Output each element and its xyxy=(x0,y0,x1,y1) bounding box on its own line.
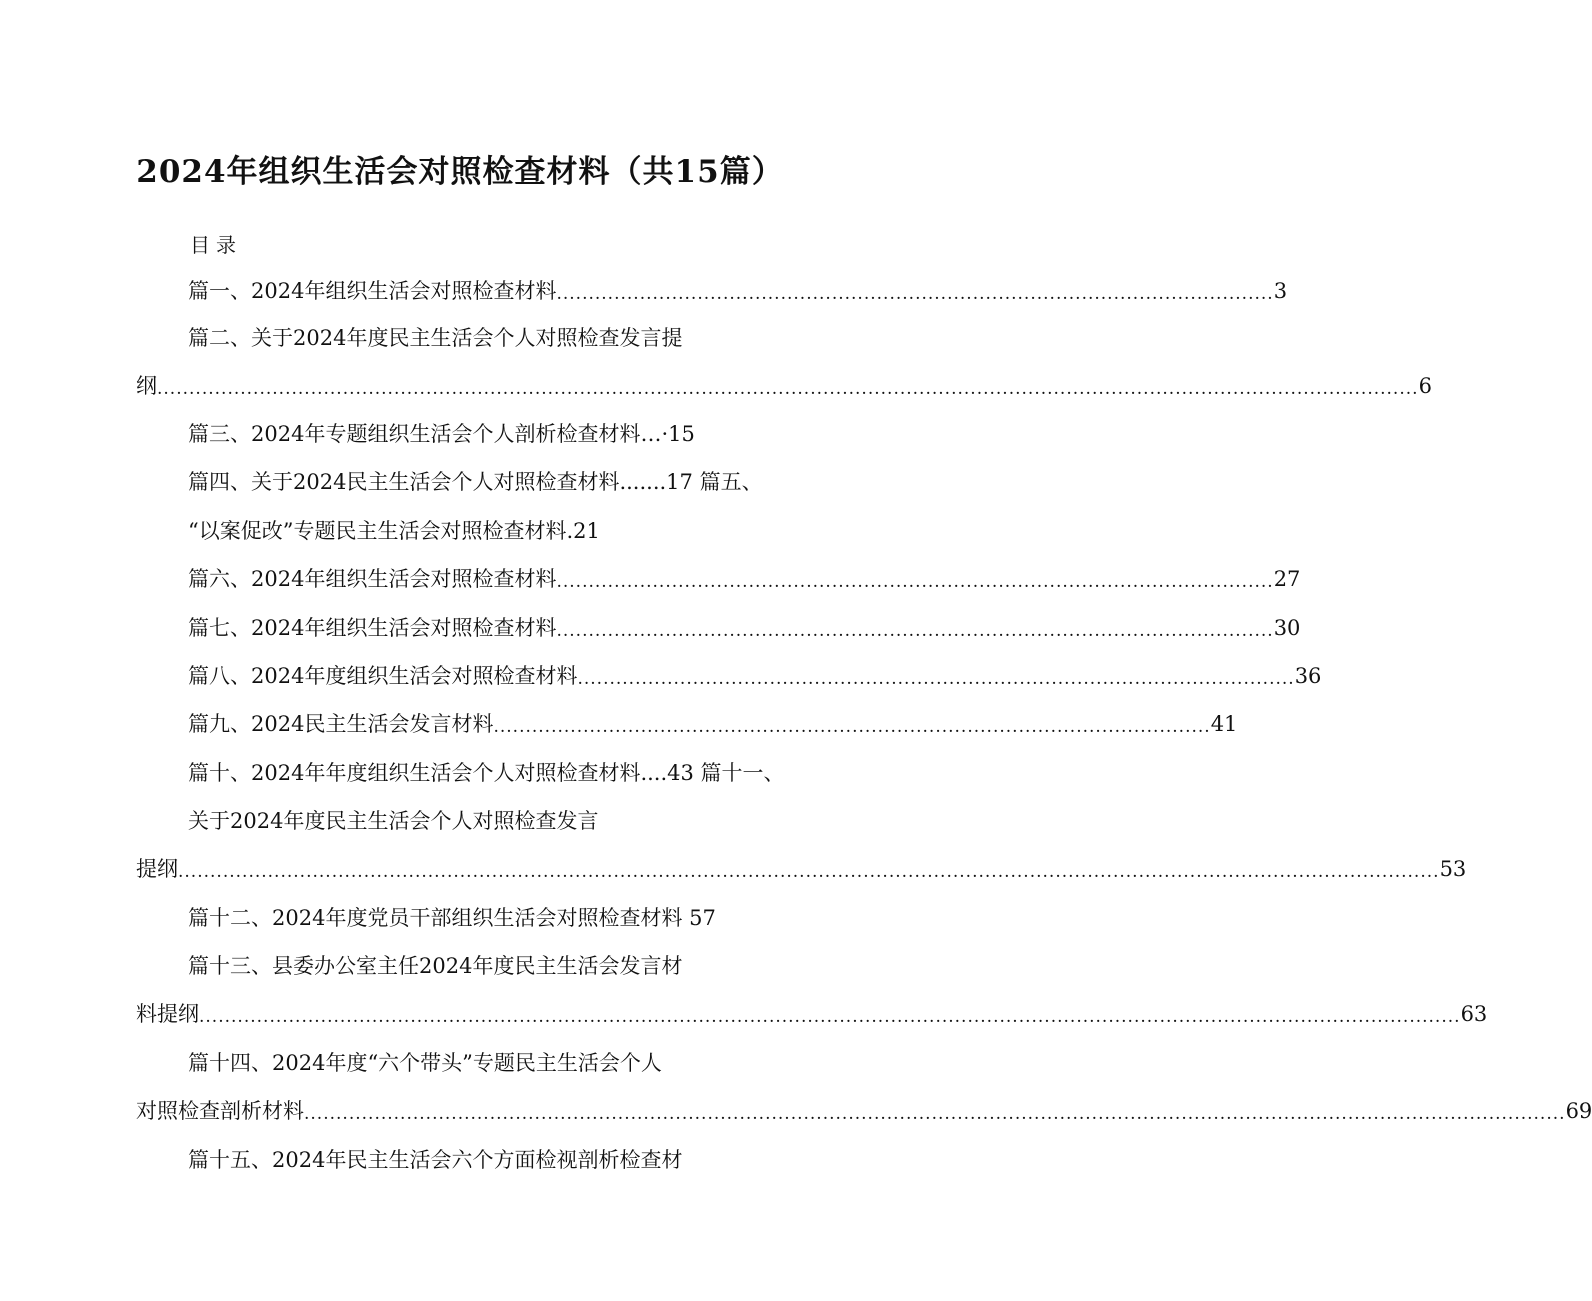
toc-entry-text: 篇十、2024年年度组织生活会个人对照检查材料....43 篇十一、 xyxy=(188,761,785,785)
toc-entry-text: 篇十三、县委办公室主任2024年度民主生活会发言材 xyxy=(188,954,683,978)
toc-entry-13[interactable] xyxy=(188,950,682,982)
toc-entry-text: 篇三、2024年专题组织生活会个人剖析检查材料…·15 xyxy=(188,422,695,446)
toc-page-number: 3 xyxy=(1273,279,1288,303)
toc-entry-text: 篇九、2024民主生活会发言材料 xyxy=(188,712,494,736)
toc-entry-text: 篇十四、2024年度“六个带头”专题民主生活会个人 xyxy=(188,1051,662,1075)
toc-page-number: 27 xyxy=(1273,567,1301,591)
toc-page-number: 30 xyxy=(1273,616,1301,640)
toc-entry-2[interactable] xyxy=(188,322,682,354)
leader-dots: ................................................................................................................ xyxy=(556,572,1274,592)
toc-entry-text: 料提纲 xyxy=(136,1002,199,1026)
leader-dots: ..................................................................................................................................................................................................... xyxy=(157,379,1419,399)
toc-entry-text: 纲 xyxy=(136,374,157,398)
toc-entry-9[interactable] xyxy=(188,708,1238,740)
toc-entry-text: 篇一、2024年组织生活会对照检查材料 xyxy=(188,279,557,303)
leader-dots: ..................................................................................................................................................................................................... xyxy=(304,1104,1566,1124)
toc-entry-text: 提纲 xyxy=(136,857,178,881)
toc-page-number: 53 xyxy=(1439,857,1467,881)
toc-page-number: 6 xyxy=(1418,374,1432,398)
toc-entry-text: 篇八、2024年度组织生活会对照检查材料 xyxy=(188,664,578,688)
leader-dots: ................................................................................................................ xyxy=(577,669,1295,689)
leader-dots: ................................................................................................................ xyxy=(556,621,1274,641)
toc-entry-13-cont[interactable] xyxy=(136,998,1488,1030)
document-title: 2024年组织生活会对照检查材料（共15篇） xyxy=(136,154,784,190)
toc-entry-10[interactable] xyxy=(188,757,785,789)
leader-dots: ..................................................................................................................................................................................................... xyxy=(178,862,1440,882)
toc-entry-12[interactable] xyxy=(188,902,716,934)
toc-heading: 目录 xyxy=(190,233,242,257)
toc-page-number: 41 xyxy=(1210,712,1238,736)
toc-entry-1[interactable] xyxy=(188,275,1288,307)
toc-entry-8[interactable] xyxy=(188,660,1322,692)
toc-entry-7[interactable] xyxy=(188,612,1301,644)
toc-entry-text: 关于2024年度民主生活会个人对照检查发言 xyxy=(188,809,599,833)
toc-page-number: 69 xyxy=(1565,1099,1592,1123)
toc-page-number: 63 xyxy=(1460,1002,1488,1026)
leader-dots: ................................................................................................................ xyxy=(556,284,1274,304)
toc-entry-text: 篇六、2024年组织生活会对照检查材料 xyxy=(188,567,557,591)
toc-entry-3[interactable] xyxy=(188,418,695,450)
toc-entry-4[interactable] xyxy=(188,466,763,498)
toc-entry-text: “以案促改”专题民主生活会对照检查材料.21 xyxy=(188,519,600,543)
leader-dots: ..................................................................................................................................................................................................... xyxy=(199,1007,1461,1027)
toc-entry-text: 篇四、关于2024民主生活会个人对照检查材料.......17 篇五、 xyxy=(188,470,763,494)
toc-entry-11[interactable] xyxy=(188,805,598,837)
toc-entry-14[interactable] xyxy=(188,1047,662,1079)
toc-entry-text: 对照检查剖析材料 xyxy=(136,1099,304,1123)
toc-entry-11-cont[interactable] xyxy=(136,853,1467,885)
toc-entry-14-cont[interactable] xyxy=(136,1095,1592,1127)
leader-dots: ................................................................................................................ xyxy=(493,717,1211,737)
toc-entry-text: 篇七、2024年组织生活会对照检查材料 xyxy=(188,616,557,640)
toc-entry-5-cont[interactable] xyxy=(188,515,600,547)
toc-entry-2-cont[interactable] xyxy=(136,370,1432,402)
toc-page-number: 36 xyxy=(1294,664,1322,688)
toc-entry-15[interactable] xyxy=(188,1144,682,1176)
toc-entry-6[interactable] xyxy=(188,563,1301,595)
toc-entry-text: 篇十五、2024年民主生活会六个方面检视剖析检查材 xyxy=(188,1148,683,1172)
toc-entry-text: 篇二、关于2024年度民主生活会个人对照检查发言提 xyxy=(188,326,683,350)
toc-entry-text: 篇十二、2024年度党员干部组织生活会对照检查材料 57 xyxy=(188,906,716,930)
